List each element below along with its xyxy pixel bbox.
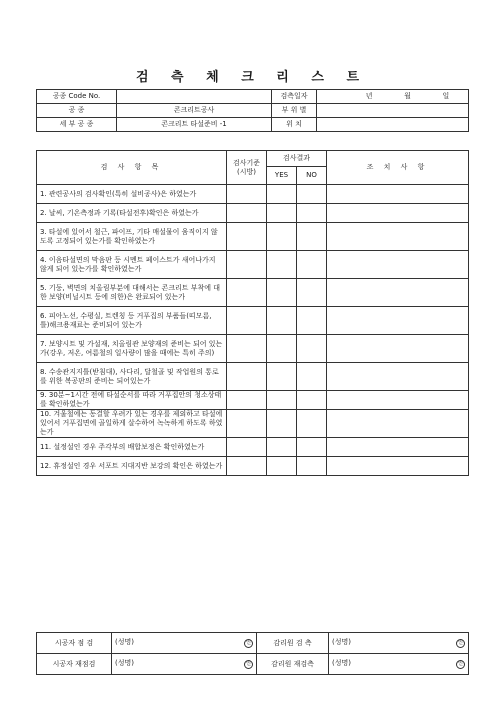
checklist-standard-cell[interactable] [227,223,267,251]
inspection-date-label: 검측일자 [272,90,317,104]
checklist-yes-cell[interactable] [267,204,297,223]
checklist-yes-cell[interactable] [267,457,297,476]
checklist-standard-cell[interactable] [227,185,267,204]
checklist-no-cell[interactable] [297,204,327,223]
checklist-yes-cell[interactable] [267,185,297,204]
header-yes: YES [267,166,297,184]
supervisor-inspect-name: (성명) [332,638,351,646]
date-month: 월 [404,92,411,100]
checklist-no-cell[interactable] [297,335,327,363]
checklist-row [37,457,469,476]
checklist-item-text: 7. 보양시트 및 가설재, 치올림관 보양재의 준비는 되어 있는가(강우, 저온, 여름철의 일사량이 많을 때에는 특히 주의) [37,335,227,363]
checklist-yes-cell[interactable] [267,307,297,335]
checklist-item-text: 12. 휴정설인 경우 서포트 지대지반 보강의 확인은 하였는가 [37,457,227,476]
checklist-action-cell[interactable] [327,363,469,391]
checklist-action-cell[interactable] [327,223,469,251]
checklist-item-text: 3. 타설에 있어서 철근, 파이프, 기타 매설물이 움직이지 않도록 고정되어 있는가를 확인하였는가 [37,223,227,251]
info-row-code [37,90,469,104]
checklist-yes-cell[interactable] [267,251,297,279]
signature-table [36,632,469,675]
work-type-label: 공 종 [37,104,117,118]
checklist-standard-cell[interactable] [227,410,267,438]
supervisor-inspect-sign[interactable] [329,633,469,654]
checklist-action-cell[interactable] [327,457,469,476]
checklist-standard-cell[interactable] [227,279,267,307]
checklist-row [37,438,469,457]
checklist-item-text: 8. 수송관지지틀(받침대), 사다리, 달철골 및 작업원의 통로를 위한 복공판의 준비는 되어있는가 [37,363,227,391]
checklist-row [37,204,469,223]
contractor-recheck-sign[interactable] [112,654,257,675]
contractor-recheck-name: (성명) [115,659,134,667]
header-standard: 검사기준 (시방) [227,151,267,185]
checklist-yes-cell[interactable] [267,335,297,363]
checklist-action-cell[interactable] [327,251,469,279]
checklist-standard-cell[interactable] [227,307,267,335]
checklist-yes-cell[interactable] [267,438,297,457]
checklist-item-text: 5. 기둥, 벽면의 치올림부분에 대해서는 콘크리트 부착에 대한 보양(비닐시트 등에 의한)은 완료되어 있는가 [37,279,227,307]
checklist-row [37,185,469,204]
header-items: 검 사 항 목 [37,151,227,185]
supervisor-inspect-label: 감리원 검 측 [257,633,329,654]
contractor-check-name: (성명) [115,638,134,646]
checklist-row [37,223,469,251]
checklist-yes-cell[interactable] [267,279,297,307]
checklist-no-cell[interactable] [297,279,327,307]
seal-icon: 인 [456,639,465,648]
checklist-no-cell[interactable] [297,410,327,438]
checklist-action-cell[interactable] [327,410,469,438]
checklist-no-cell[interactable] [297,457,327,476]
code-label: 공종 Code No. [37,90,117,104]
checklist-item-text: 9. 30분~1시간 전에 타설순서를 따라 거푸집안의 청소상태를 확인하였는가 [37,391,227,410]
location-value[interactable] [317,118,469,132]
part-value[interactable] [317,104,469,118]
seal-icon: 인 [244,639,253,648]
contractor-check-label: 시공자 점 검 [37,633,112,654]
sub-work-type-value[interactable]: 콘크리트 타설준비 -1 [117,118,272,132]
checklist-standard-cell[interactable] [227,457,267,476]
checklist-action-cell[interactable] [327,335,469,363]
checklist-standard-cell[interactable] [227,204,267,223]
checklist-row [37,363,469,391]
info-row-sub-work-type [37,118,469,132]
part-label: 부 위 별 [272,104,317,118]
checklist-action-cell[interactable] [327,307,469,335]
contractor-check-sign[interactable] [112,633,257,654]
checklist-no-cell[interactable] [297,438,327,457]
checklist-no-cell[interactable] [297,251,327,279]
work-type-value[interactable]: 콘크리트공사 [117,104,272,118]
location-label: 위 치 [272,118,317,132]
date-year: 년 [365,92,373,100]
header-result: 검사결과 [267,151,327,167]
checklist-row [37,307,469,335]
signature-row-2 [37,654,469,675]
checklist-action-cell[interactable] [327,438,469,457]
info-row-work-type [37,104,469,118]
supervisor-reinspect-name: (성명) [332,659,351,667]
contractor-recheck-label: 시공자 재점검 [37,654,112,675]
checklist-row [37,251,469,279]
checklist-item-text: 4. 이음타설면의 막음판 등 시멘트 페이스트가 새어나가지 않게 되어 있는가를 확인하였는가 [37,251,227,279]
checklist-table [36,150,469,476]
supervisor-reinspect-sign[interactable] [329,654,469,675]
checklist-item-text: 1. 관련공사의 검사확인(특히 설비공사)은 하였는가 [37,185,227,204]
checklist-standard-cell[interactable] [227,438,267,457]
checklist-no-cell[interactable] [297,391,327,410]
checklist-standard-cell[interactable] [227,251,267,279]
checklist-item-text: 11. 설정설인 경우 주각부의 배합보정은 확인하였는가 [37,438,227,457]
info-table [36,89,469,132]
date-day: 일 [442,92,450,100]
checklist-action-cell[interactable] [327,185,469,204]
checklist-no-cell[interactable] [297,223,327,251]
checklist-yes-cell[interactable] [267,223,297,251]
checklist-row [37,279,469,307]
signature-row-1 [37,633,469,654]
checklist-item-text: 6. 피아노선, 수평실, 트렌칭 등 거푸집의 부품들(띠모름, 틀)해크용재료는 준비되어 있는가 [37,307,227,335]
header-action: 조 치 사 항 [327,151,469,185]
seal-icon: 인 [244,660,253,669]
code-value[interactable] [117,90,272,104]
checklist-action-cell[interactable] [327,391,469,410]
checklist-yes-cell[interactable] [267,391,297,410]
checklist-yes-cell[interactable] [267,363,297,391]
page-title: 검 측 체 크 리 스 트 [135,70,369,85]
checklist-no-cell[interactable] [297,363,327,391]
checklist-item-text: 10. 겨울철에는 동결할 우려가 있는 경우를 제외하고 타설에 있어서 거푸집면에 골일하게 살수하여 녹녹하게 하도록 하였는가 [37,410,227,438]
inspection-date-value[interactable] [317,90,469,104]
checklist-row [37,391,469,410]
checklist-row [37,335,469,363]
checklist-row [37,410,469,438]
checklist-action-cell[interactable] [327,279,469,307]
header-no: NO [297,166,327,184]
checklist-no-cell[interactable] [297,307,327,335]
checklist-standard-cell[interactable] [227,363,267,391]
checklist-action-cell[interactable] [327,204,469,223]
checklist-no-cell[interactable] [297,185,327,204]
checklist-item-text: 2. 날씨, 기온측정과 기록(타설전후)확인은 하였는가 [37,204,227,223]
checklist-header-row [37,151,469,167]
sub-work-type-label: 세 부 공 종 [37,118,117,132]
seal-icon: 인 [456,660,465,669]
checklist-yes-cell[interactable] [267,410,297,438]
checklist-standard-cell[interactable] [227,335,267,363]
supervisor-reinspect-label: 감리원 재검측 [257,654,329,675]
checklist-standard-cell[interactable] [227,391,267,410]
